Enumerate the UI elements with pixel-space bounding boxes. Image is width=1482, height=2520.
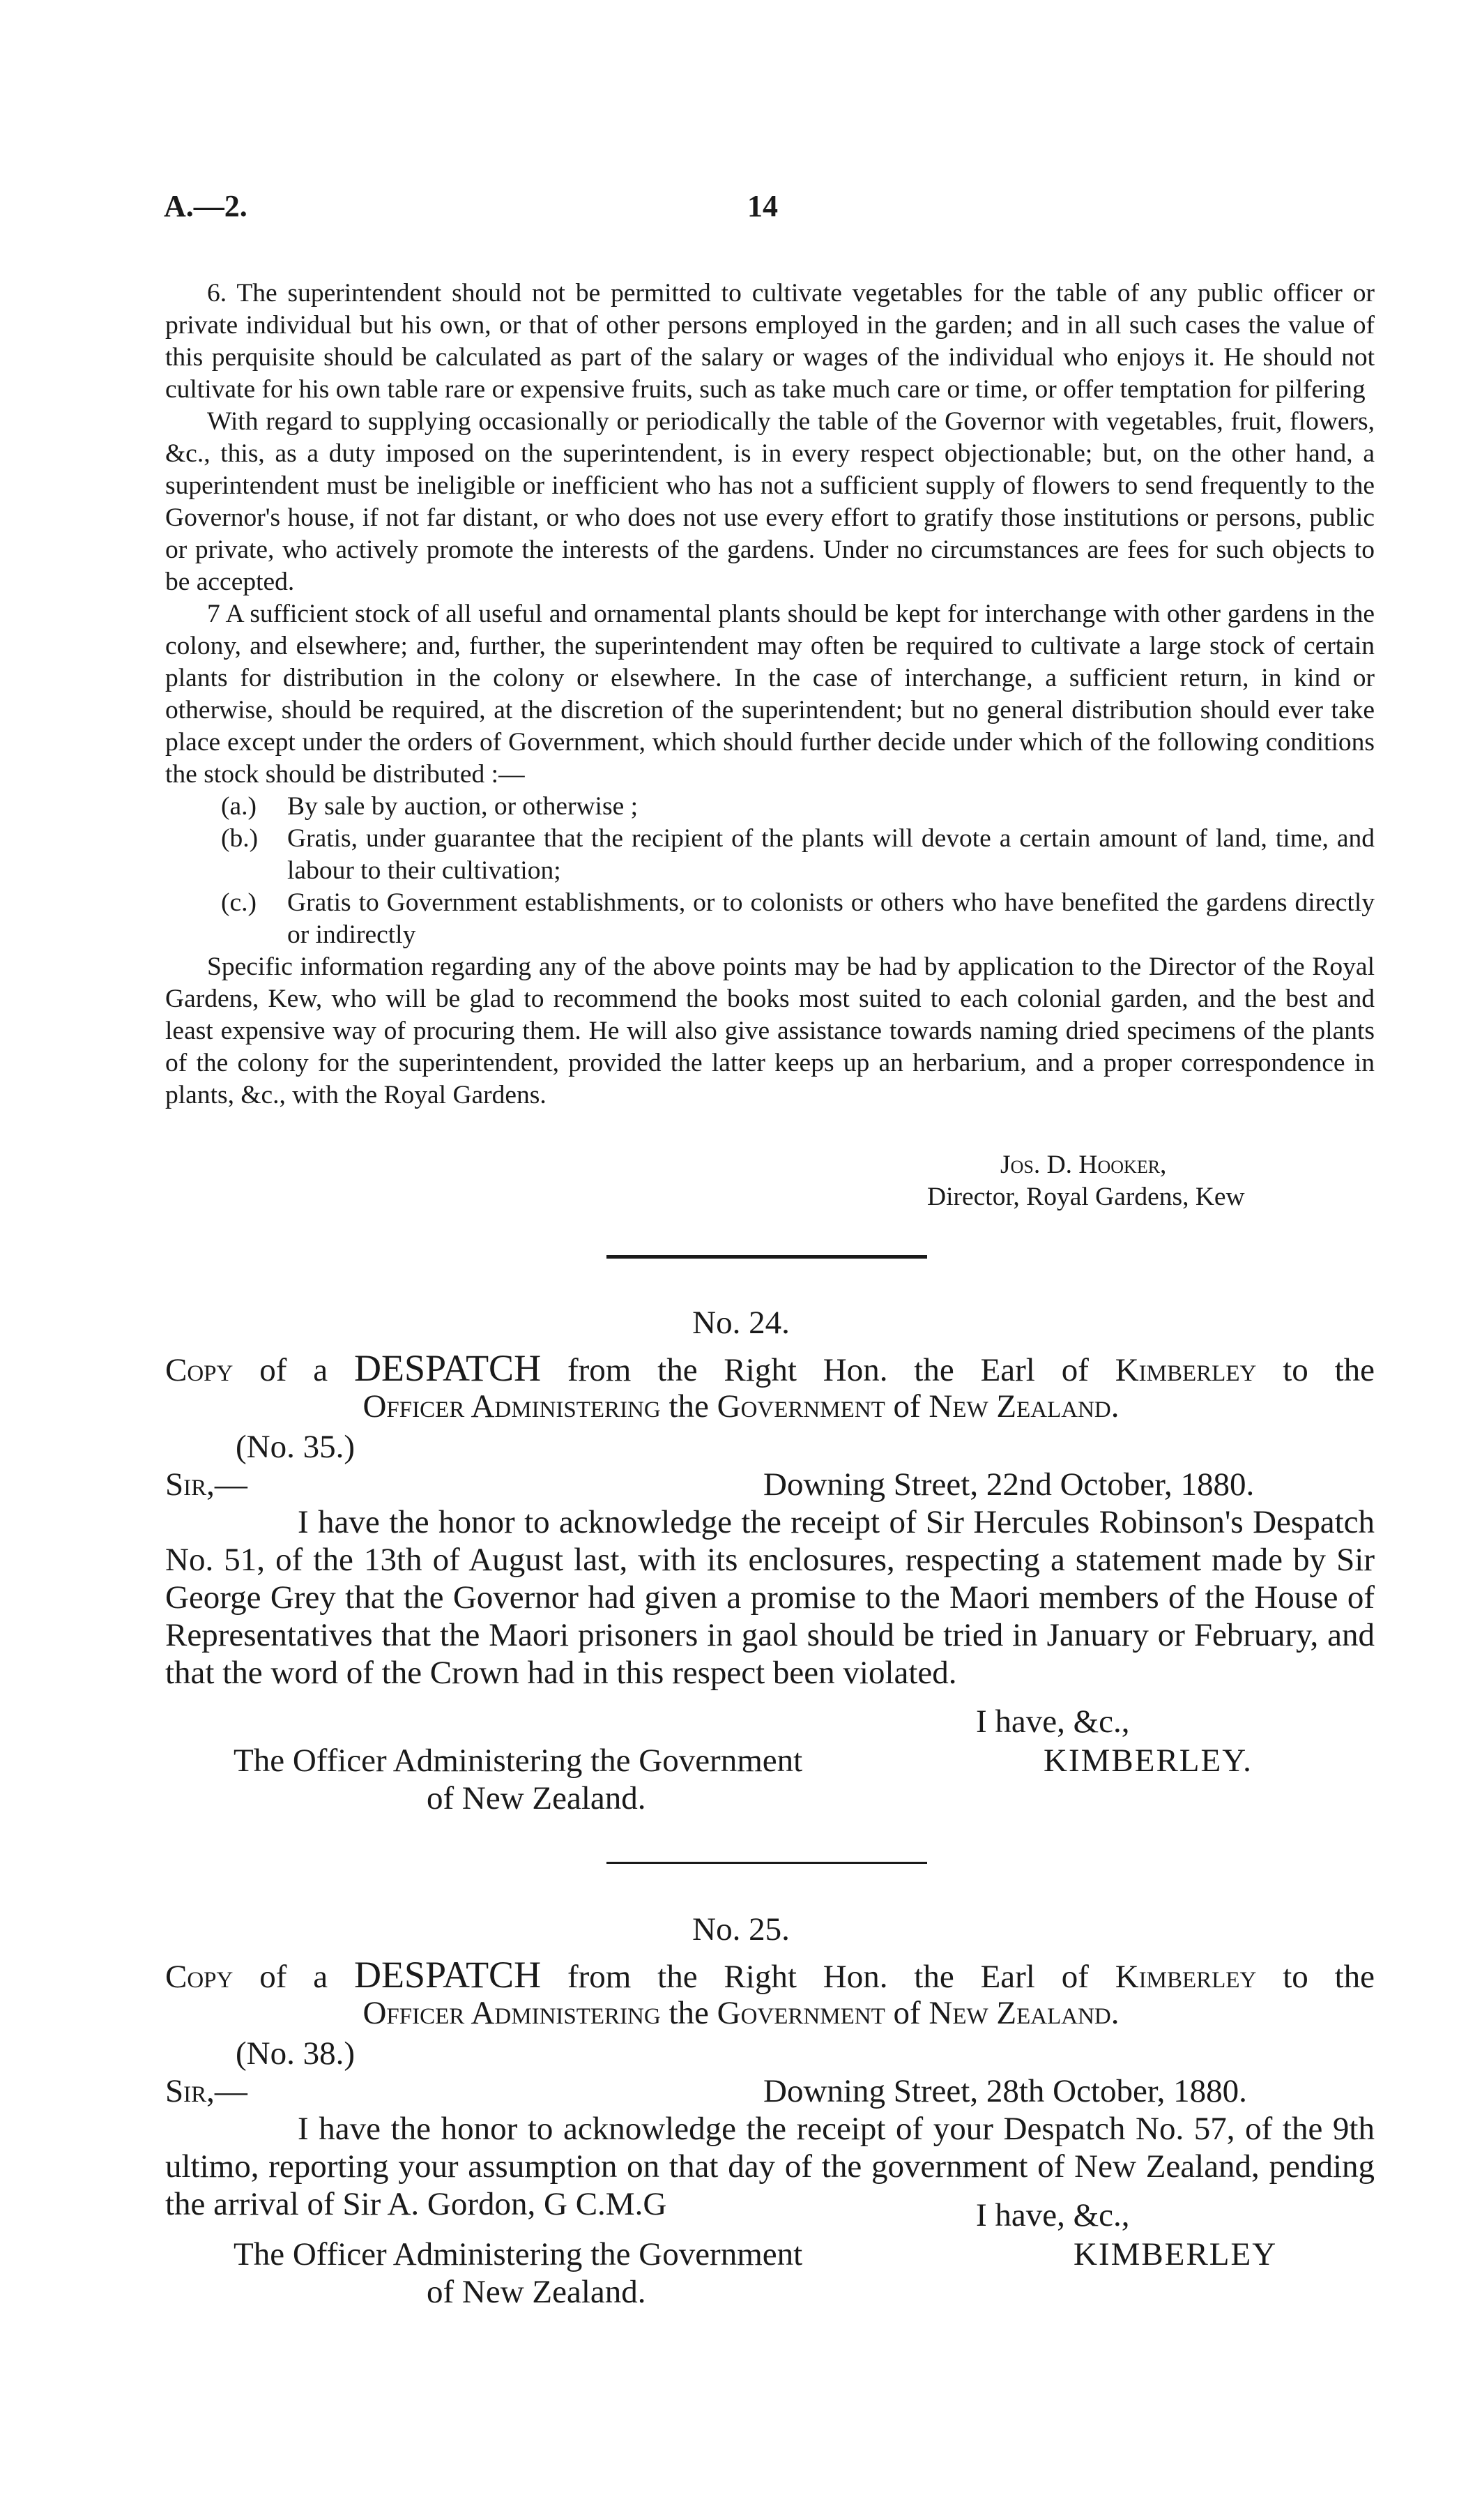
signer: KIMBERLEY <box>1074 2236 1278 2272</box>
heading-copy: Copy <box>165 1352 234 1388</box>
despatch-body: I have the honor to acknowledge the receipt of your Despatch No. 57, of the 9th ultimo, reporting your assumption on that day of the government of New Zealand, pending the arrival of Sir A. Gordon, G C.M.G <box>165 2111 1375 2222</box>
heading-officer: Officer Administering <box>362 1995 661 2031</box>
heading-of: of <box>893 1995 921 2031</box>
heading-earl: Kimberley <box>1115 1352 1257 1388</box>
list-item <box>165 823 1375 887</box>
signer: KIMBERLEY. <box>1044 1743 1253 1779</box>
paragraph-7: 7 A sufficient stock of all useful and ornamental plants should be kept for interchange with other gardens in the colony, and elsewhere; and, further, the superintendent may often be required to cultivate a large stock of certain plants for distribution in the colony or elsewhere. In the case of interchange, a sufficient return, in kind or otherwise, should be required, at the discretion of the superintendent; but no general distribution should ever take place except under the orders of Government, which should further decide under which of the following conditions the stock should be distributed :— <box>165 600 1375 789</box>
list-item-text: By sale by auction, or otherwise ; <box>287 792 639 821</box>
despatch-body: I have the honor to acknowledge the receipt of Sir Hercules Robinson's Despatch No. 51, of the 13th of August last, with its enclosures, respecting a statement made by Sir George Grey that the Governor had given a promise to the Maori members of the House of Representatives that the Maori prisoners in gaol should be tried in January or February, and that the word of the Crown had in this respect been violated. <box>165 1504 1375 1691</box>
paragraph-governor-table: With regard to supplying occasionally or periodically the table of the Governor with vegetables, fruit, flowers, &c., this, as a duty imposed on the superintendent, is in every respect objectionable; but, on the other hand, a superintendent must be ineligible or inefficient who has not a sufficient supply of flowers to send frequently to the Governor's house, if not far distant, or who does not use every effort to gratify those institutions or persons, public or private, who actively promote the interests of the gardens. Under no circumstances are fees for such objects to be accepted. <box>165 407 1375 596</box>
despatch-addressee-heading <box>0 1388 1482 1425</box>
heading-from: from the Right Hon. the Earl of <box>567 1959 1089 1995</box>
heading-of: of <box>893 1388 921 1425</box>
despatch-number: No. 24. <box>692 1305 790 1341</box>
despatch-reference: (No. 38.) <box>236 2035 355 2072</box>
place-date: Downing Street, 28th October, 1880. <box>763 2073 1247 2109</box>
despatch-addressee-heading <box>0 1994 1482 2032</box>
section-divider <box>606 1255 927 1259</box>
despatch-heading <box>165 1956 1375 1996</box>
heading-from: from the Right Hon. the Earl of <box>567 1352 1089 1388</box>
heading-of-a: of a <box>259 1352 328 1388</box>
heading-to: to the <box>1283 1959 1375 1995</box>
list-item <box>165 887 1375 951</box>
addressee-line-1: The Officer Administering the Government <box>234 1743 803 1779</box>
addressee-line-1: The Officer Administering the Government <box>234 2236 803 2272</box>
heading-the: the <box>669 1995 709 2031</box>
list-item-label: (b.) <box>221 824 259 853</box>
salutation: Sir,— <box>165 2073 247 2109</box>
memorandum-text <box>165 278 1375 1111</box>
list-item-text: Gratis to Government establishments, or to colonists or others who have benefited the gardens directly or indirectly <box>287 888 1375 949</box>
heading-government: Government <box>717 1995 885 2031</box>
heading-government: Government <box>717 1388 885 1425</box>
addressee-line-2: of New Zealand. <box>427 1780 646 1816</box>
paragraph-specific-information: Specific information regarding any of the above points may be had by application to the Director of the Royal Gardens, Kew, who will be glad to recommend the books most suited to each colonial garden, and the best and least expensive way of procuring them. He will also give assistance towards naming dried specimens of the plants of the colony for the superintendent, provided the latter keeps up an herbarium, and a proper correspondence in plants, &c., with the Royal Gardens. <box>165 952 1375 1109</box>
heading-new-zealand: New Zealand. <box>929 1388 1120 1425</box>
section-divider <box>606 1862 927 1864</box>
addressee-line-2: of New Zealand. <box>427 2274 646 2310</box>
list-item-label: (a.) <box>221 792 257 821</box>
heading-of-a: of a <box>259 1959 328 1995</box>
section-reference: A.—2. <box>164 189 247 223</box>
heading-officer: Officer Administering <box>362 1388 661 1425</box>
heading-copy: Copy <box>165 1959 234 1995</box>
despatch-number: No. 25. <box>692 1911 790 1948</box>
signature-title: Director, Royal Gardens, Kew <box>927 1183 1245 1211</box>
list-item-text: Gratis, under guarantee that the recipient of the plants will devote a certain amount of land, time, and labour to their cultivation; <box>287 824 1375 885</box>
closing: I have, &c., <box>976 1703 1130 1740</box>
paragraph-6: 6. The superintendent should not be permitted to cultivate vegetables for the table of any public officer or private individual but his own, or that of other persons employed in the garden; and in all such cases the value of this perquisite should be calculated as part of the salary or wages of the individual who enjoys it. He should not cultivate for his own table rare or expensive fruits, such as take much care or time, or offer temptation for pilfering <box>165 279 1375 404</box>
heading-the: the <box>669 1388 709 1425</box>
page-number: 14 <box>747 189 778 223</box>
despatch-reference: (No. 35.) <box>236 1429 355 1465</box>
heading-new-zealand: New Zealand. <box>929 1995 1120 2031</box>
salutation: Sir,— <box>165 1466 247 1503</box>
signature-hooker: Jos. D. Hooker, <box>1000 1151 1167 1179</box>
despatch-heading <box>165 1349 1375 1389</box>
closing: I have, &c., <box>976 2197 1130 2233</box>
list-item-label: (c.) <box>221 888 257 917</box>
heading-earl: Kimberley <box>1115 1959 1257 1995</box>
heading-despatch: DESPATCH <box>353 1954 542 1996</box>
place-date: Downing Street, 22nd October, 1880. <box>763 1466 1255 1503</box>
heading-despatch: DESPATCH <box>353 1347 542 1389</box>
heading-to: to the <box>1283 1352 1375 1388</box>
list-item <box>165 791 1375 823</box>
